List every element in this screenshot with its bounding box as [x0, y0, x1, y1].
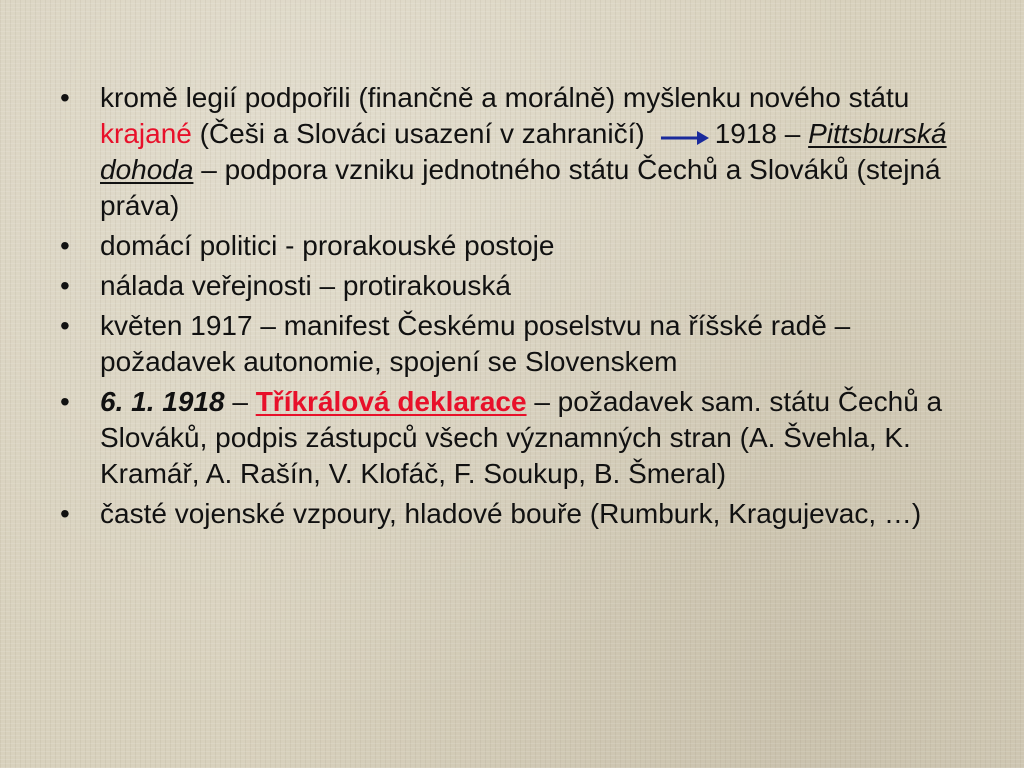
bullet-item-6 — [58, 496, 958, 532]
bullet-marker: • — [60, 386, 70, 417]
right-arrow-icon — [659, 120, 711, 142]
bullet-1-pittsburgh-agreement: Pittsburská dohoda — [100, 118, 947, 185]
bullet-2-text: domácí politici - prorakouské postoje — [100, 230, 555, 261]
bullet-item-2 — [58, 228, 958, 264]
bullet-5-epiphany-declaration: Tříkrálová deklarace — [255, 386, 527, 417]
bullet-marker: • — [60, 230, 70, 261]
bullet-item-1 — [58, 80, 958, 224]
bullet-1-text-b: (Češi a Slováci usazení v zahraničí) — [191, 118, 645, 149]
bullet-marker: • — [60, 498, 70, 529]
bullet-5-text: – požadavek sam. státu Čechů a Slováků, podpis zástupců všech významných stran (A. Švehla, K. Kramář, A. Rašín, V. Klofáč, F. Soukup, B. Šmeral) — [100, 386, 943, 489]
bullet-1-krajane: krajané — [100, 118, 192, 149]
bullet-list — [58, 80, 958, 536]
bullet-1-text-c: – podpora vzniku jednotného státu Čechů a Slováků (stejná práva) — [100, 154, 941, 221]
bullet-item-3 — [58, 268, 958, 304]
bullet-marker: • — [60, 310, 70, 341]
bullet-item-4 — [58, 308, 958, 380]
bullet-3-text: nálada veřejnosti – protirakouská — [100, 270, 511, 301]
bullet-4-text: květen 1917 – manifest Českému poselstvu na říšské radě – požadavek autonomie, spojení se Slovenskem — [100, 310, 851, 377]
bullet-1-text-a: kromě legií podpořili (finančně a morálně) myšlenku nového státu — [100, 82, 910, 113]
bullet-1-year: 1918 – — [714, 118, 809, 149]
bullet-item-5 — [58, 384, 958, 492]
bullet-marker: • — [60, 270, 70, 301]
bullet-6-text: časté vojenské vzpoury, hladové bouře (Rumburk, Kragujevac, …) — [100, 498, 922, 529]
bullet-5-dash: – — [224, 386, 256, 417]
bullet-marker: • — [60, 82, 70, 113]
bullet-5-date: 6. 1. 1918 — [100, 386, 225, 417]
